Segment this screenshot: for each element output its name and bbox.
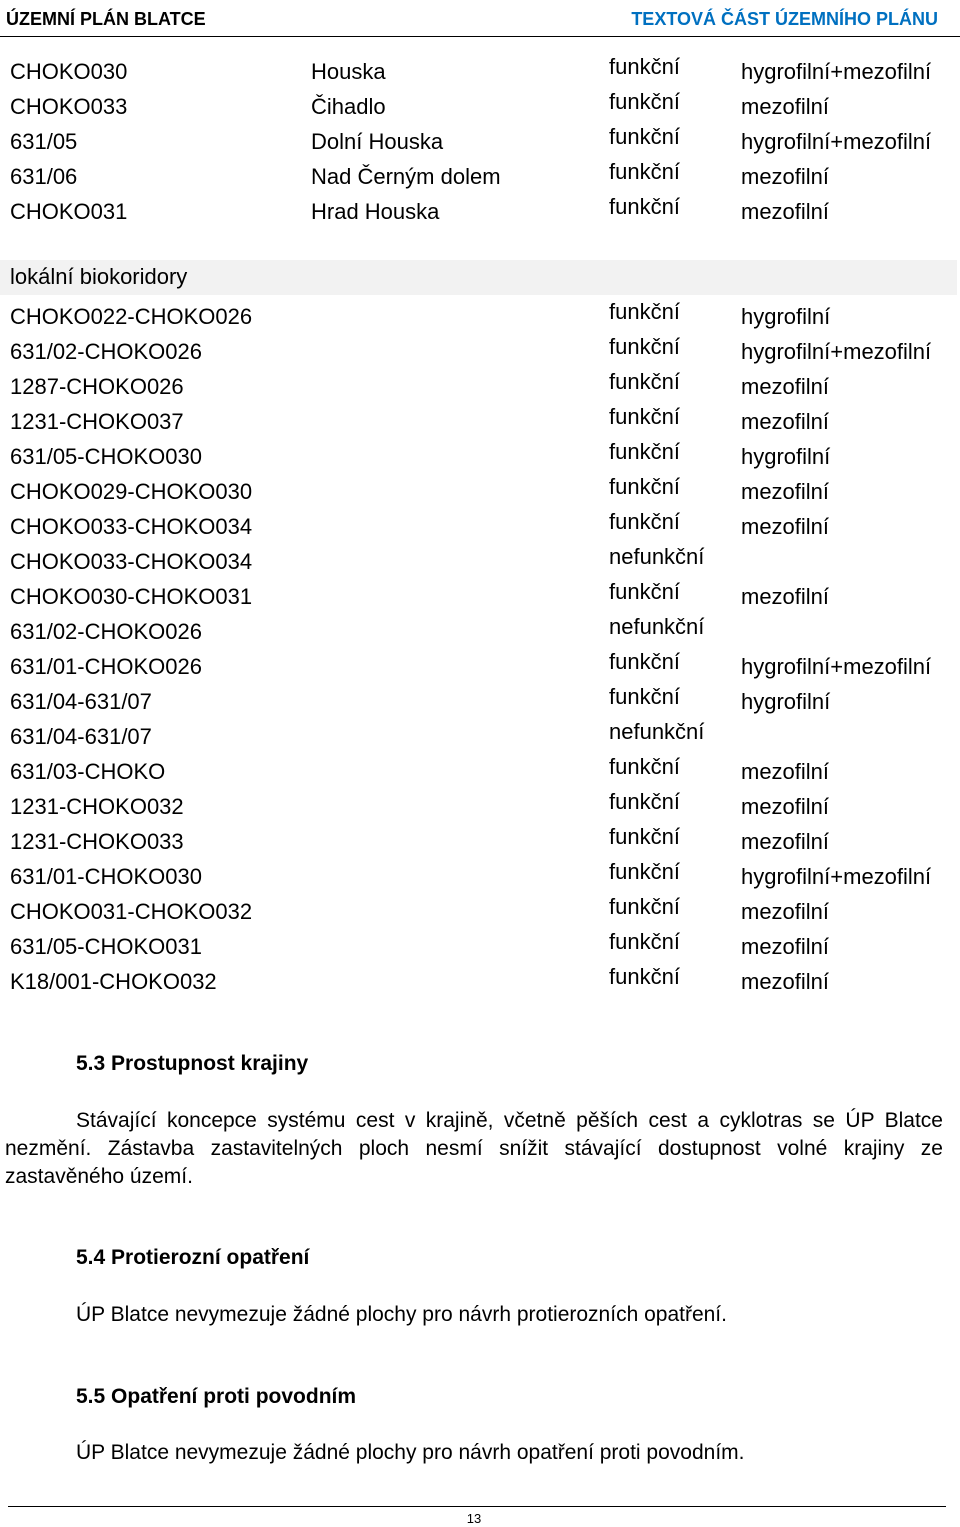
table-row xyxy=(0,684,960,719)
table-row xyxy=(0,929,960,964)
cell-status: funkční xyxy=(609,54,680,79)
cell-status: nefunkční xyxy=(609,544,705,569)
cell-status: funkční xyxy=(609,964,680,989)
section-band-local-corridors xyxy=(0,260,957,295)
cell-name: Nad Černým dolem xyxy=(311,164,501,189)
cell-type: mezofilní xyxy=(741,934,830,959)
cell-type: mezofilní xyxy=(741,899,830,924)
cell-code: CHOKO030-CHOKO031 xyxy=(10,584,253,609)
cell-type: mezofilní xyxy=(741,759,830,784)
heading-5-4: 5.4 Protierozní opatření xyxy=(76,1246,310,1269)
table-row xyxy=(0,789,960,824)
cell-code: CHOKO022-CHOKO026 xyxy=(10,304,253,329)
table-row xyxy=(0,54,960,89)
cell-status: funkční xyxy=(609,334,680,359)
cell-status: funkční xyxy=(609,124,680,149)
cell-type: mezofilní xyxy=(741,199,830,224)
cell-status: funkční xyxy=(609,474,680,499)
cell-code: 631/04-631/07 xyxy=(10,689,152,714)
cell-name: Hrad Houska xyxy=(311,199,440,224)
cell-status: funkční xyxy=(609,194,680,219)
cell-type: mezofilní xyxy=(741,94,830,119)
cell-code: 1231-CHOKO032 xyxy=(10,794,184,819)
cell-code: 1231-CHOKO033 xyxy=(10,829,184,854)
cell-code: 631/03-CHOKO xyxy=(10,759,166,784)
document-title: ÚZEMNÍ PLÁN BLATCE xyxy=(6,9,206,29)
table-row xyxy=(0,404,960,439)
cell-code: CHOKO033 xyxy=(10,94,128,119)
cell-status: funkční xyxy=(609,649,680,674)
cell-code: CHOKO031 xyxy=(10,199,128,224)
cell-status: funkční xyxy=(609,754,680,779)
paragraph-5-5: ÚP Blatce nevymezuje žádné plochy pro návrh opatření proti povodním. xyxy=(76,1441,745,1464)
cell-status: funkční xyxy=(609,579,680,604)
cell-type: mezofilní xyxy=(741,479,830,504)
cell-name: Houska xyxy=(311,59,386,84)
cell-code: 631/05 xyxy=(10,129,78,154)
section-label: lokální biokoridory xyxy=(10,264,188,289)
table-row xyxy=(0,124,960,159)
cell-status: funkční xyxy=(609,509,680,534)
cell-code: CHOKO030 xyxy=(10,59,128,84)
cell-status: funkční xyxy=(609,789,680,814)
cell-status: funkční xyxy=(609,89,680,114)
cell-type: mezofilní xyxy=(741,584,830,609)
table-row xyxy=(0,859,960,894)
cell-type: hygrofilní+mezofilní xyxy=(741,864,932,889)
cell-type: mezofilní xyxy=(741,829,830,854)
cell-code: 631/05-CHOKO030 xyxy=(10,444,202,469)
cell-type: hygrofilní+mezofilní xyxy=(741,129,932,154)
cell-code: CHOKO033-CHOKO034 xyxy=(10,549,253,574)
table-row xyxy=(0,614,960,649)
cell-status: nefunkční xyxy=(609,614,705,639)
table-row xyxy=(0,334,960,369)
cell-status: funkční xyxy=(609,299,680,324)
table-row xyxy=(0,649,960,684)
cell-type: hygrofilní+mezofilní xyxy=(741,654,932,679)
table-row xyxy=(0,544,960,579)
footer-divider xyxy=(8,1506,946,1507)
cell-status: funkční xyxy=(609,159,680,184)
cell-status: funkční xyxy=(609,894,680,919)
cell-type: mezofilní xyxy=(741,409,830,434)
cell-name: Čihadlo xyxy=(311,94,386,119)
table-row xyxy=(0,194,960,229)
cell-code: CHOKO033-CHOKO034 xyxy=(10,514,253,539)
page-header xyxy=(0,0,960,36)
cell-status: funkční xyxy=(609,859,680,884)
table-row xyxy=(0,964,960,999)
heading-5-5: 5.5 Opatření proti povodním xyxy=(76,1385,357,1408)
cell-code: CHOKO029-CHOKO030 xyxy=(10,479,253,504)
cell-code: 1231-CHOKO037 xyxy=(10,409,184,434)
cell-code: K18/001-CHOKO032 xyxy=(10,969,217,994)
cell-type: hygrofilní xyxy=(741,304,831,329)
cell-code: 631/01-CHOKO030 xyxy=(10,864,202,889)
table-row xyxy=(0,754,960,789)
page-number: 13 xyxy=(466,1511,482,1526)
cell-status: funkční xyxy=(609,684,680,709)
table-row xyxy=(0,369,960,404)
table-row xyxy=(0,299,960,334)
cell-type: mezofilní xyxy=(741,164,830,189)
cell-code: 631/04-631/07 xyxy=(10,724,152,749)
table-row xyxy=(0,439,960,474)
table-row xyxy=(0,509,960,544)
cell-type: mezofilní xyxy=(741,374,830,399)
table-row xyxy=(0,579,960,614)
cell-code: 631/05-CHOKO031 xyxy=(10,934,202,959)
cell-code: 1287-CHOKO026 xyxy=(10,374,184,399)
paragraph-5-3: Stávající koncepce systému cest v krajině, včetně pěších cest a cyklotras se ÚP Blatce nezmění. Zástavba zastavitelných ploch nesmí snížit stávající dostupnost volné krajiny ze zastavěného území. xyxy=(5,1109,943,1188)
cell-type: hygrofilní+mezofilní xyxy=(741,339,932,364)
cell-status: nefunkční xyxy=(609,719,705,744)
table-row xyxy=(0,824,960,859)
cell-status: funkční xyxy=(609,369,680,394)
paragraph-5-4: ÚP Blatce nevymezuje žádné plochy pro návrh protierozních opatření. xyxy=(76,1303,727,1326)
cell-type: mezofilní xyxy=(741,514,830,539)
cell-type: mezofilní xyxy=(741,969,830,994)
cell-type: mezofilní xyxy=(741,794,830,819)
cell-code: 631/06 xyxy=(10,164,78,189)
cell-type: hygrofilní xyxy=(741,689,831,714)
table-row xyxy=(0,719,960,754)
cell-name: Dolní Houska xyxy=(311,129,444,154)
cell-code: 631/02-CHOKO026 xyxy=(10,619,202,644)
header-divider xyxy=(0,36,960,37)
section-title: TEXTOVÁ ČÁST ÚZEMNÍHO PLÁNU xyxy=(631,9,938,29)
cell-status: funkční xyxy=(609,824,680,849)
cell-status: funkční xyxy=(609,929,680,954)
heading-5-3: 5.3 Prostupnost krajiny xyxy=(76,1052,309,1075)
table-row xyxy=(0,894,960,929)
cell-status: funkční xyxy=(609,439,680,464)
cell-code: CHOKO031-CHOKO032 xyxy=(10,899,253,924)
cell-code: 631/01-CHOKO026 xyxy=(10,654,202,679)
table-row xyxy=(0,474,960,509)
cell-code: 631/02-CHOKO026 xyxy=(10,339,202,364)
table-row xyxy=(0,159,960,194)
cell-status: funkční xyxy=(609,404,680,429)
table-row xyxy=(0,89,960,124)
cell-type: hygrofilní+mezofilní xyxy=(741,59,932,84)
cell-type: hygrofilní xyxy=(741,444,831,469)
